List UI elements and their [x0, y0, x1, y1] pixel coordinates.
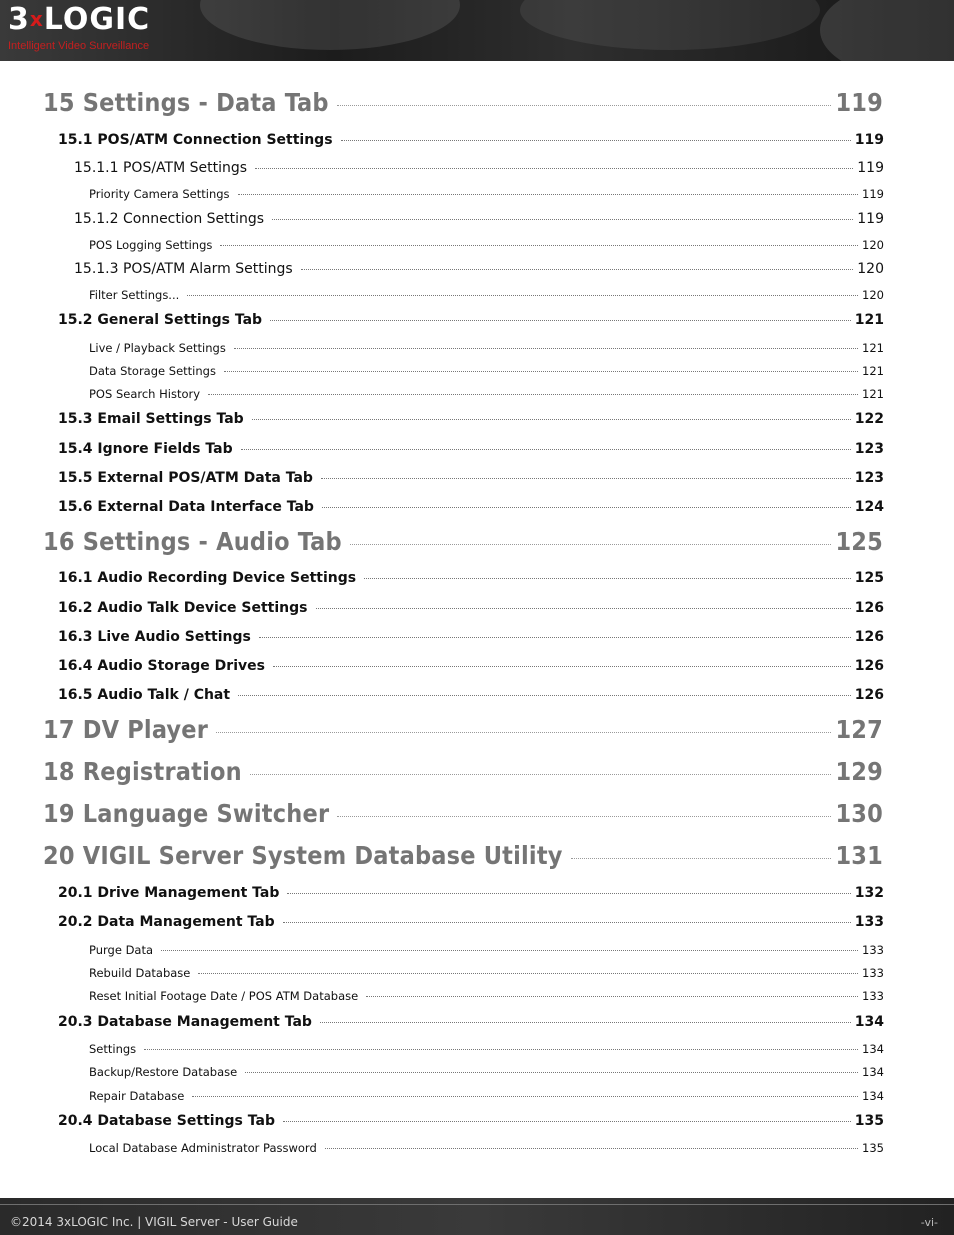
toc-entry-page: 126	[854, 687, 884, 703]
logo-word: LOGIC	[43, 2, 151, 37]
toc-entry-title: 15.1.3 POS/ATM Alarm Settings	[74, 261, 293, 277]
toc-topic-entry[interactable]	[89, 187, 884, 201]
toc-entry-title: Backup/Restore Database	[89, 1065, 238, 1079]
toc-entry-title: 15.4 Ignore Fields Tab	[58, 441, 233, 457]
toc-section-entry[interactable]	[58, 687, 884, 703]
toc-section-entry[interactable]	[58, 441, 884, 457]
toc-chapter-entry[interactable]	[43, 757, 883, 786]
toc-entry-page: 121	[862, 364, 884, 378]
company-logo	[8, 2, 150, 37]
toc-entry-title: Priority Camera Settings	[89, 187, 230, 201]
toc-dot-leader	[301, 268, 854, 270]
toc-section-entry[interactable]	[58, 629, 884, 645]
toc-entry-title: 20 VIGIL Server System Database Utility	[43, 841, 563, 870]
toc-topic-entry[interactable]	[89, 387, 884, 401]
toc-entry-title: 20.3 Database Management Tab	[58, 1014, 312, 1030]
toc-entry-page: 121	[862, 387, 884, 401]
toc-entry-page: 120	[862, 238, 884, 252]
toc-chapter-entry[interactable]	[43, 715, 883, 744]
toc-section-entry[interactable]	[58, 885, 884, 901]
toc-entry-page: 121	[862, 341, 884, 355]
toc-dot-leader	[325, 1147, 858, 1149]
toc-entry-page: 129	[835, 757, 883, 786]
toc-entry-page: 124	[854, 499, 884, 515]
toc-dot-leader	[321, 477, 851, 479]
toc-section-entry[interactable]	[58, 914, 884, 930]
toc-entry-page: 133	[854, 914, 884, 930]
toc-dot-leader	[144, 1048, 858, 1050]
toc-entry-title: 20.4 Database Settings Tab	[58, 1113, 275, 1129]
toc-dot-leader	[198, 972, 858, 974]
toc-dot-leader	[287, 892, 850, 894]
toc-entry-title: 16.3 Live Audio Settings	[58, 629, 251, 645]
toc-entry-title: POS Search History	[89, 387, 201, 401]
toc-section-entry[interactable]	[58, 658, 884, 674]
toc-chapter-entry[interactable]	[43, 799, 883, 828]
toc-topic-entry[interactable]	[89, 364, 884, 378]
toc-topic-entry[interactable]	[89, 1141, 884, 1155]
toc-entry-page: 126	[854, 600, 884, 616]
toc-entry-title: Rebuild Database	[89, 966, 191, 980]
footer-divider	[0, 1204, 954, 1205]
toc-dot-leader	[259, 636, 851, 638]
toc-entry-title: Live / Playback Settings	[89, 341, 226, 355]
logo-x: x	[29, 7, 44, 31]
toc-entry-page: 120	[857, 261, 884, 277]
toc-topic-entry[interactable]	[89, 943, 884, 957]
page-footer	[0, 1198, 954, 1235]
toc-dot-leader	[283, 921, 851, 923]
toc-entry-title: Settings	[89, 1042, 137, 1056]
toc-dot-leader	[322, 506, 851, 508]
toc-topic-entry[interactable]	[89, 341, 884, 355]
toc-dot-leader	[337, 104, 832, 106]
toc-section-entry[interactable]	[58, 570, 884, 586]
toc-topic-entry[interactable]	[89, 1042, 884, 1056]
toc-dot-leader	[238, 694, 851, 696]
toc-entry-page: 121	[854, 312, 884, 328]
toc-chapter-entry[interactable]	[43, 527, 883, 556]
toc-section-entry[interactable]	[58, 132, 884, 148]
toc-entry-title: 15 Settings - Data Tab	[43, 88, 329, 117]
toc-entry-page: 119	[862, 187, 884, 201]
toc-entry-title: Local Database Administrator Password	[89, 1141, 317, 1155]
toc-dot-leader	[341, 139, 851, 141]
toc-topic-entry[interactable]	[89, 1089, 884, 1103]
toc-entry-title: Data Storage Settings	[89, 364, 216, 378]
toc-chapter-entry[interactable]	[43, 841, 883, 870]
toc-entry-page: 133	[862, 943, 884, 957]
toc-entry-title: 15.3 Email Settings Tab	[58, 411, 244, 427]
toc-entry-page: 122	[854, 411, 884, 427]
toc-entry-page: 133	[862, 989, 884, 1003]
toc-dot-leader	[350, 543, 832, 545]
toc-entry-page: 134	[862, 1065, 884, 1079]
toc-entry-title: POS Logging Settings	[89, 238, 213, 252]
toc-entry-title: 20.2 Data Management Tab	[58, 914, 275, 930]
toc-entry-title: 16 Settings - Audio Tab	[43, 527, 342, 556]
toc-entry-page: 135	[854, 1113, 884, 1129]
toc-entry-page: 119	[854, 132, 884, 148]
toc-topic-entry[interactable]	[89, 288, 884, 302]
toc-dot-leader	[187, 294, 858, 296]
toc-dot-leader	[234, 347, 858, 349]
toc-dot-leader	[224, 370, 858, 372]
toc-entry-title: 15.6 External Data Interface Tab	[58, 499, 314, 515]
toc-entry-title: Filter Settings...	[89, 288, 180, 302]
toc-entry-title: 15.1 POS/ATM Connection Settings	[58, 132, 333, 148]
toc-dot-leader	[571, 857, 832, 859]
header-decoration	[820, 0, 954, 61]
toc-dot-leader	[208, 393, 858, 395]
toc-topic-entry[interactable]	[89, 966, 884, 980]
toc-dot-leader	[250, 773, 832, 775]
toc-section-entry[interactable]	[58, 499, 884, 515]
toc-entry-title: 20.1 Drive Management Tab	[58, 885, 280, 901]
toc-entry-title: 16.4 Audio Storage Drives	[58, 658, 265, 674]
header-decoration	[520, 0, 820, 50]
toc-section-entry[interactable]	[58, 312, 884, 328]
toc-entry-title: 16.2 Audio Talk Device Settings	[58, 600, 308, 616]
toc-entry-title: 16.5 Audio Talk / Chat	[58, 687, 231, 703]
toc-entry-title: 15.5 External POS/ATM Data Tab	[58, 470, 313, 486]
toc-entry-page: 125	[835, 527, 883, 556]
toc-entry-page: 131	[835, 841, 883, 870]
toc-entry-page: 127	[835, 715, 883, 744]
toc-dot-leader	[316, 607, 851, 609]
toc-subsection-entry[interactable]	[74, 211, 884, 227]
toc-dot-leader	[245, 1071, 858, 1073]
toc-entry-page: 119	[835, 88, 883, 117]
toc-entry-title: 15.1.2 Connection Settings	[74, 211, 265, 227]
toc-entry-title: Repair Database	[89, 1089, 185, 1103]
toc-entry-page: 135	[862, 1141, 884, 1155]
toc-entry-page: 119	[857, 211, 884, 227]
toc-entry-title: Purge Data	[89, 943, 154, 957]
toc-entry-page: 126	[854, 658, 884, 674]
toc-entry-title: 17 DV Player	[43, 715, 209, 744]
toc-dot-leader	[364, 577, 851, 579]
toc-subsection-entry[interactable]	[74, 261, 884, 277]
toc-entry-page: 133	[862, 966, 884, 980]
toc-dot-leader	[252, 418, 851, 420]
toc-section-entry[interactable]	[58, 411, 884, 427]
toc-section-entry[interactable]	[58, 1113, 884, 1129]
toc-dot-leader	[161, 949, 858, 951]
toc-topic-entry[interactable]	[89, 1065, 884, 1079]
toc-entry-title: Reset Initial Footage Date / POS ATM Database	[89, 989, 359, 1003]
toc-dot-leader	[366, 995, 858, 997]
toc-dot-leader	[241, 448, 851, 450]
toc-entry-page: 130	[835, 799, 883, 828]
toc-dot-leader	[283, 1120, 851, 1122]
page-number: -vi-	[920, 1216, 938, 1229]
toc-dot-leader	[255, 167, 853, 169]
toc-section-entry[interactable]	[58, 1014, 884, 1030]
toc-dot-leader	[272, 218, 853, 220]
toc-section-entry[interactable]	[58, 600, 884, 616]
toc-entry-page: 132	[854, 885, 884, 901]
toc-entry-title: 15.1.1 POS/ATM Settings	[74, 160, 248, 176]
toc-entry-title: 18 Registration	[43, 757, 242, 786]
toc-entry-page: 125	[854, 570, 884, 586]
toc-section-entry[interactable]	[58, 470, 884, 486]
toc-topic-entry[interactable]	[89, 989, 884, 1003]
logo-tagline: Intelligent Video Surveillance	[8, 40, 150, 52]
toc-dot-leader	[216, 731, 831, 733]
toc-dot-leader	[270, 319, 851, 321]
header-decoration	[200, 0, 460, 50]
footer-copyright: ©2014 3xLOGIC Inc. | VIGIL Server - User Guide	[10, 1215, 298, 1229]
toc-entry-page: 126	[854, 629, 884, 645]
toc-entry-page: 134	[854, 1014, 884, 1030]
toc-chapter-entry[interactable]	[43, 88, 883, 117]
toc-dot-leader	[220, 244, 858, 246]
toc-entry-page: 134	[862, 1042, 884, 1056]
toc-entry-page: 120	[862, 288, 884, 302]
page-header	[0, 0, 954, 61]
logo-prefix: 3	[8, 2, 30, 37]
toc-entry-title: 15.2 General Settings Tab	[58, 312, 263, 328]
toc-topic-entry[interactable]	[89, 238, 884, 252]
toc-dot-leader	[273, 665, 851, 667]
toc-dot-leader	[192, 1095, 858, 1097]
toc-entry-title: 16.1 Audio Recording Device Settings	[58, 570, 357, 586]
toc-subsection-entry[interactable]	[74, 160, 884, 176]
toc-dot-leader	[337, 815, 831, 817]
toc-dot-leader	[238, 193, 859, 195]
toc-entry-page: 119	[857, 160, 884, 176]
toc-entry-title: 19 Language Switcher	[43, 799, 330, 828]
toc-entry-page: 134	[862, 1089, 884, 1103]
toc-dot-leader	[320, 1021, 851, 1023]
toc-entry-page: 123	[854, 441, 884, 457]
toc-entry-page: 123	[854, 470, 884, 486]
